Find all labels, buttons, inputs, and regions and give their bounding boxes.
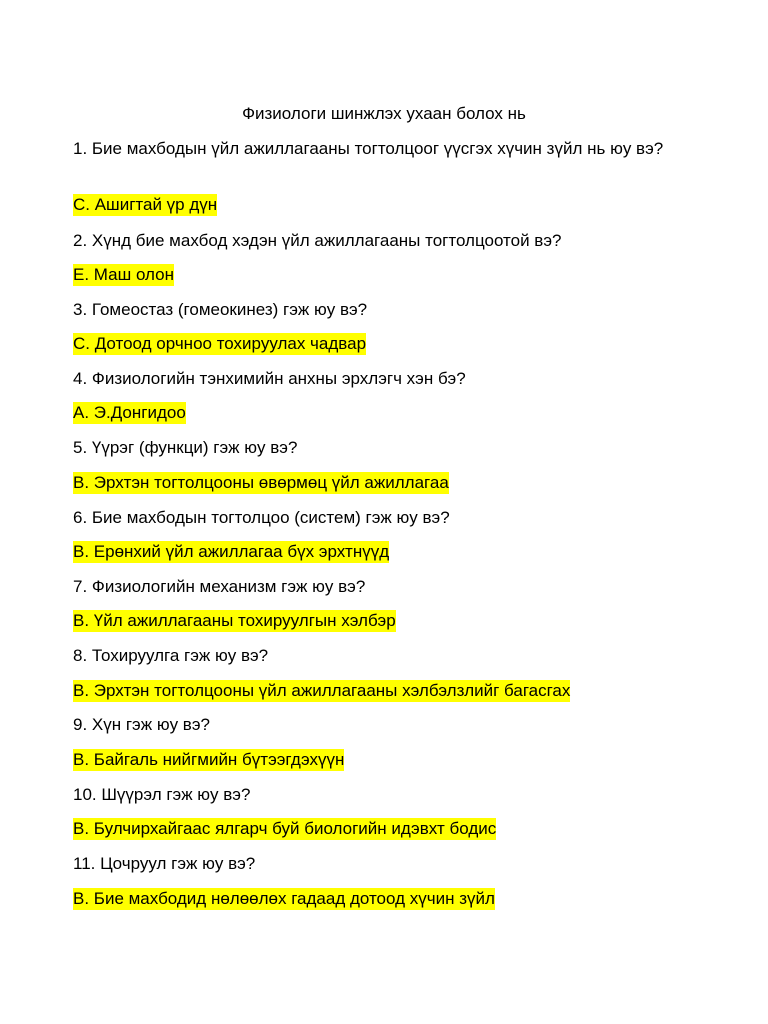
qa-item-1 [73, 137, 695, 160]
answer-highlight: E. Маш олон [73, 265, 174, 284]
answer-highlight: B. Үйл ажиллагааны тохируулгын хэлбэр [73, 611, 396, 630]
question-text: 6. Бие махбодын тогтолцоо (систем) гэж юу вэ? [73, 508, 450, 527]
question-text: 11. Цочруул гэж юу вэ? [73, 854, 256, 873]
qa-item-8 [73, 644, 695, 667]
qa-answer-6 [73, 540, 695, 563]
question-text: 10. Шүүрэл гэж юу вэ? [73, 785, 251, 804]
qa-answer-2 [73, 263, 695, 286]
answer-highlight: C. Дотоод орчноо тохируулах чадвар [73, 334, 367, 353]
qa-answer-5 [73, 471, 695, 494]
answer-highlight: B. Бие махбодид нөлөөлөх гадаад дотоод хүчин зүйл [73, 889, 495, 908]
answer-highlight: C. Ашигтай үр дүн [73, 195, 218, 214]
qa-answer-1 [73, 193, 695, 216]
question-text: 3. Гомеостаз (гомеокинез) гэж юу вэ? [73, 300, 368, 319]
qa-answer-4 [73, 401, 695, 424]
question-text: 9. Хүн гэж юу вэ? [73, 715, 210, 734]
question-text: 8. Тохируулга гэж юу вэ? [73, 646, 269, 665]
answer-highlight: B. Эрхтэн тогтолцооны өвөрмөц үйл ажиллагаа [73, 473, 449, 492]
answer-highlight: A. Э.Донгидоо [73, 403, 186, 422]
qa-item-6 [73, 506, 695, 529]
qa-item-9 [73, 713, 695, 736]
qa-item-2 [73, 229, 695, 252]
question-text: 1. Бие махбодын үйл ажиллагааны тогтолцоог үүсгэх хүчин зүйл нь юу вэ? [73, 139, 664, 158]
qa-item-4 [73, 367, 695, 390]
qa-answer-7 [73, 609, 695, 632]
qa-item-11 [73, 852, 695, 875]
question-text: 4. Физиологийн тэнхимийн анхны эрхлэгч хэн бэ? [73, 369, 466, 388]
answer-highlight: B. Эрхтэн тогтолцооны үйл ажиллагааны хэлбэлзлийг багасгах [73, 681, 571, 700]
qa-item-3 [73, 298, 695, 321]
qa-answer-10 [73, 817, 695, 840]
question-text: 7. Физиологийн механизм гэж юу вэ? [73, 577, 366, 596]
answer-highlight: B. Ерөнхий үйл ажиллагаа бүх эрхтнүүд [73, 542, 390, 561]
qa-answer-9 [73, 748, 695, 771]
qa-item-7 [73, 575, 695, 598]
answer-highlight: B. Булчирхайгаас ялгарч буй биологийн идэвхт бодис [73, 819, 497, 838]
qa-item-10 [73, 783, 695, 806]
qa-answer-11 [73, 887, 695, 910]
qa-answer-8 [73, 679, 695, 702]
question-text: 2. Хүнд бие махбод хэдэн үйл ажиллагааны тогтолцоотой вэ? [73, 231, 562, 250]
question-text: 5. Үүрэг (функци) гэж юу вэ? [73, 438, 298, 457]
qa-item-5 [73, 436, 695, 459]
document-title: Физиологи шинжлэх ухаан болох нь [242, 104, 526, 123]
answer-highlight: B. Байгаль нийгмийн бүтээгдэхүүн [73, 750, 345, 769]
qa-answer-3 [73, 332, 695, 355]
